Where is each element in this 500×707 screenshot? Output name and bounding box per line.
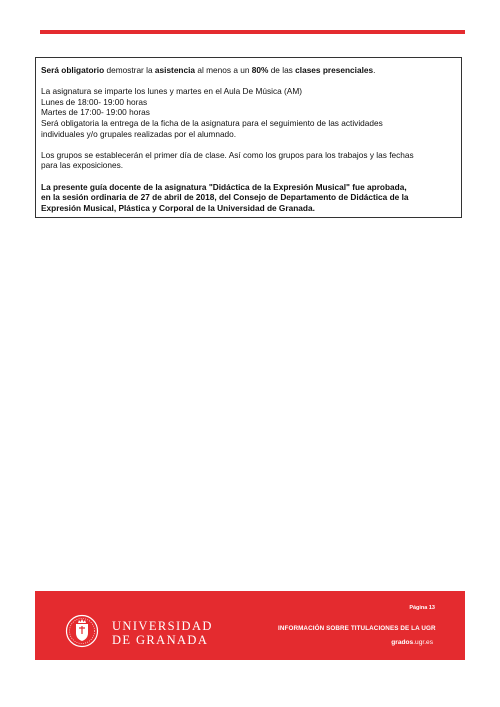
approval-text: en la sesión ordinaria de 27 de abril de 2018, del Consejo de Departamento de Didáctica de la [41,192,409,203]
approval-text: La presente guía docente de la asignatura "Didáctica de la Expresión Musical" fue aprobada, [41,181,407,192]
schedule-line: Lunes de 18:00- 19:00 horas [41,96,148,107]
spacer [41,76,456,87]
approval-line [41,182,456,193]
attendance-notice-box [35,57,462,218]
req-text-1: demostrar la [104,65,155,75]
groups-line: para las exposiciones. [41,160,124,171]
site-url-bold: grados [391,639,414,646]
req-text-2: al menos a un [195,65,252,75]
university-name-line2: DE GRANADA [112,633,209,647]
req-text-4: . [373,65,376,75]
header-rule [40,30,465,34]
spacer [41,171,456,182]
schedule-line: individuales y/o grupales realizadas por el alumnado. [41,128,237,139]
req-bold-2: asistencia [154,65,196,75]
university-name-line1: UNIVERSIDAD [112,619,213,633]
info-title: INFORMACIÓN SOBRE TITULACIONES DE LA UGR [278,625,436,632]
schedule-line: Martes de 17:00- 19:00 horas [41,107,150,118]
university-seal-icon [65,614,99,648]
site-url-rest: .ugr.es [413,639,433,646]
approval-text: Expresión Musical, Plástica y Corporal de la Universidad de Granada. [41,202,315,213]
schedule-line: La asignatura se imparte los lunes y martes en el Aula De Música (AM) [41,86,303,97]
req-bold-1: Será obligatorio [41,65,105,75]
page-number: Página 13 [409,605,435,611]
schedule-line: Será obligatoria la entrega de la ficha de la asignatura para el seguimiento de las actividades [41,117,383,128]
req-text-3: de las [268,65,296,75]
req-bold-4: clases presenciales [295,65,374,75]
req-bold-3: 80% [251,65,269,75]
site-url[interactable] [391,639,433,646]
approval-line [41,192,456,203]
page-footer [35,591,465,660]
approval-line [41,203,456,214]
groups-line: Los grupos se establecerán el primer día de clase. Así como los grupos para los trabajos y las fechas [41,149,414,160]
university-name [112,619,213,647]
spacer [41,139,456,150]
attendance-requirement [41,65,456,76]
